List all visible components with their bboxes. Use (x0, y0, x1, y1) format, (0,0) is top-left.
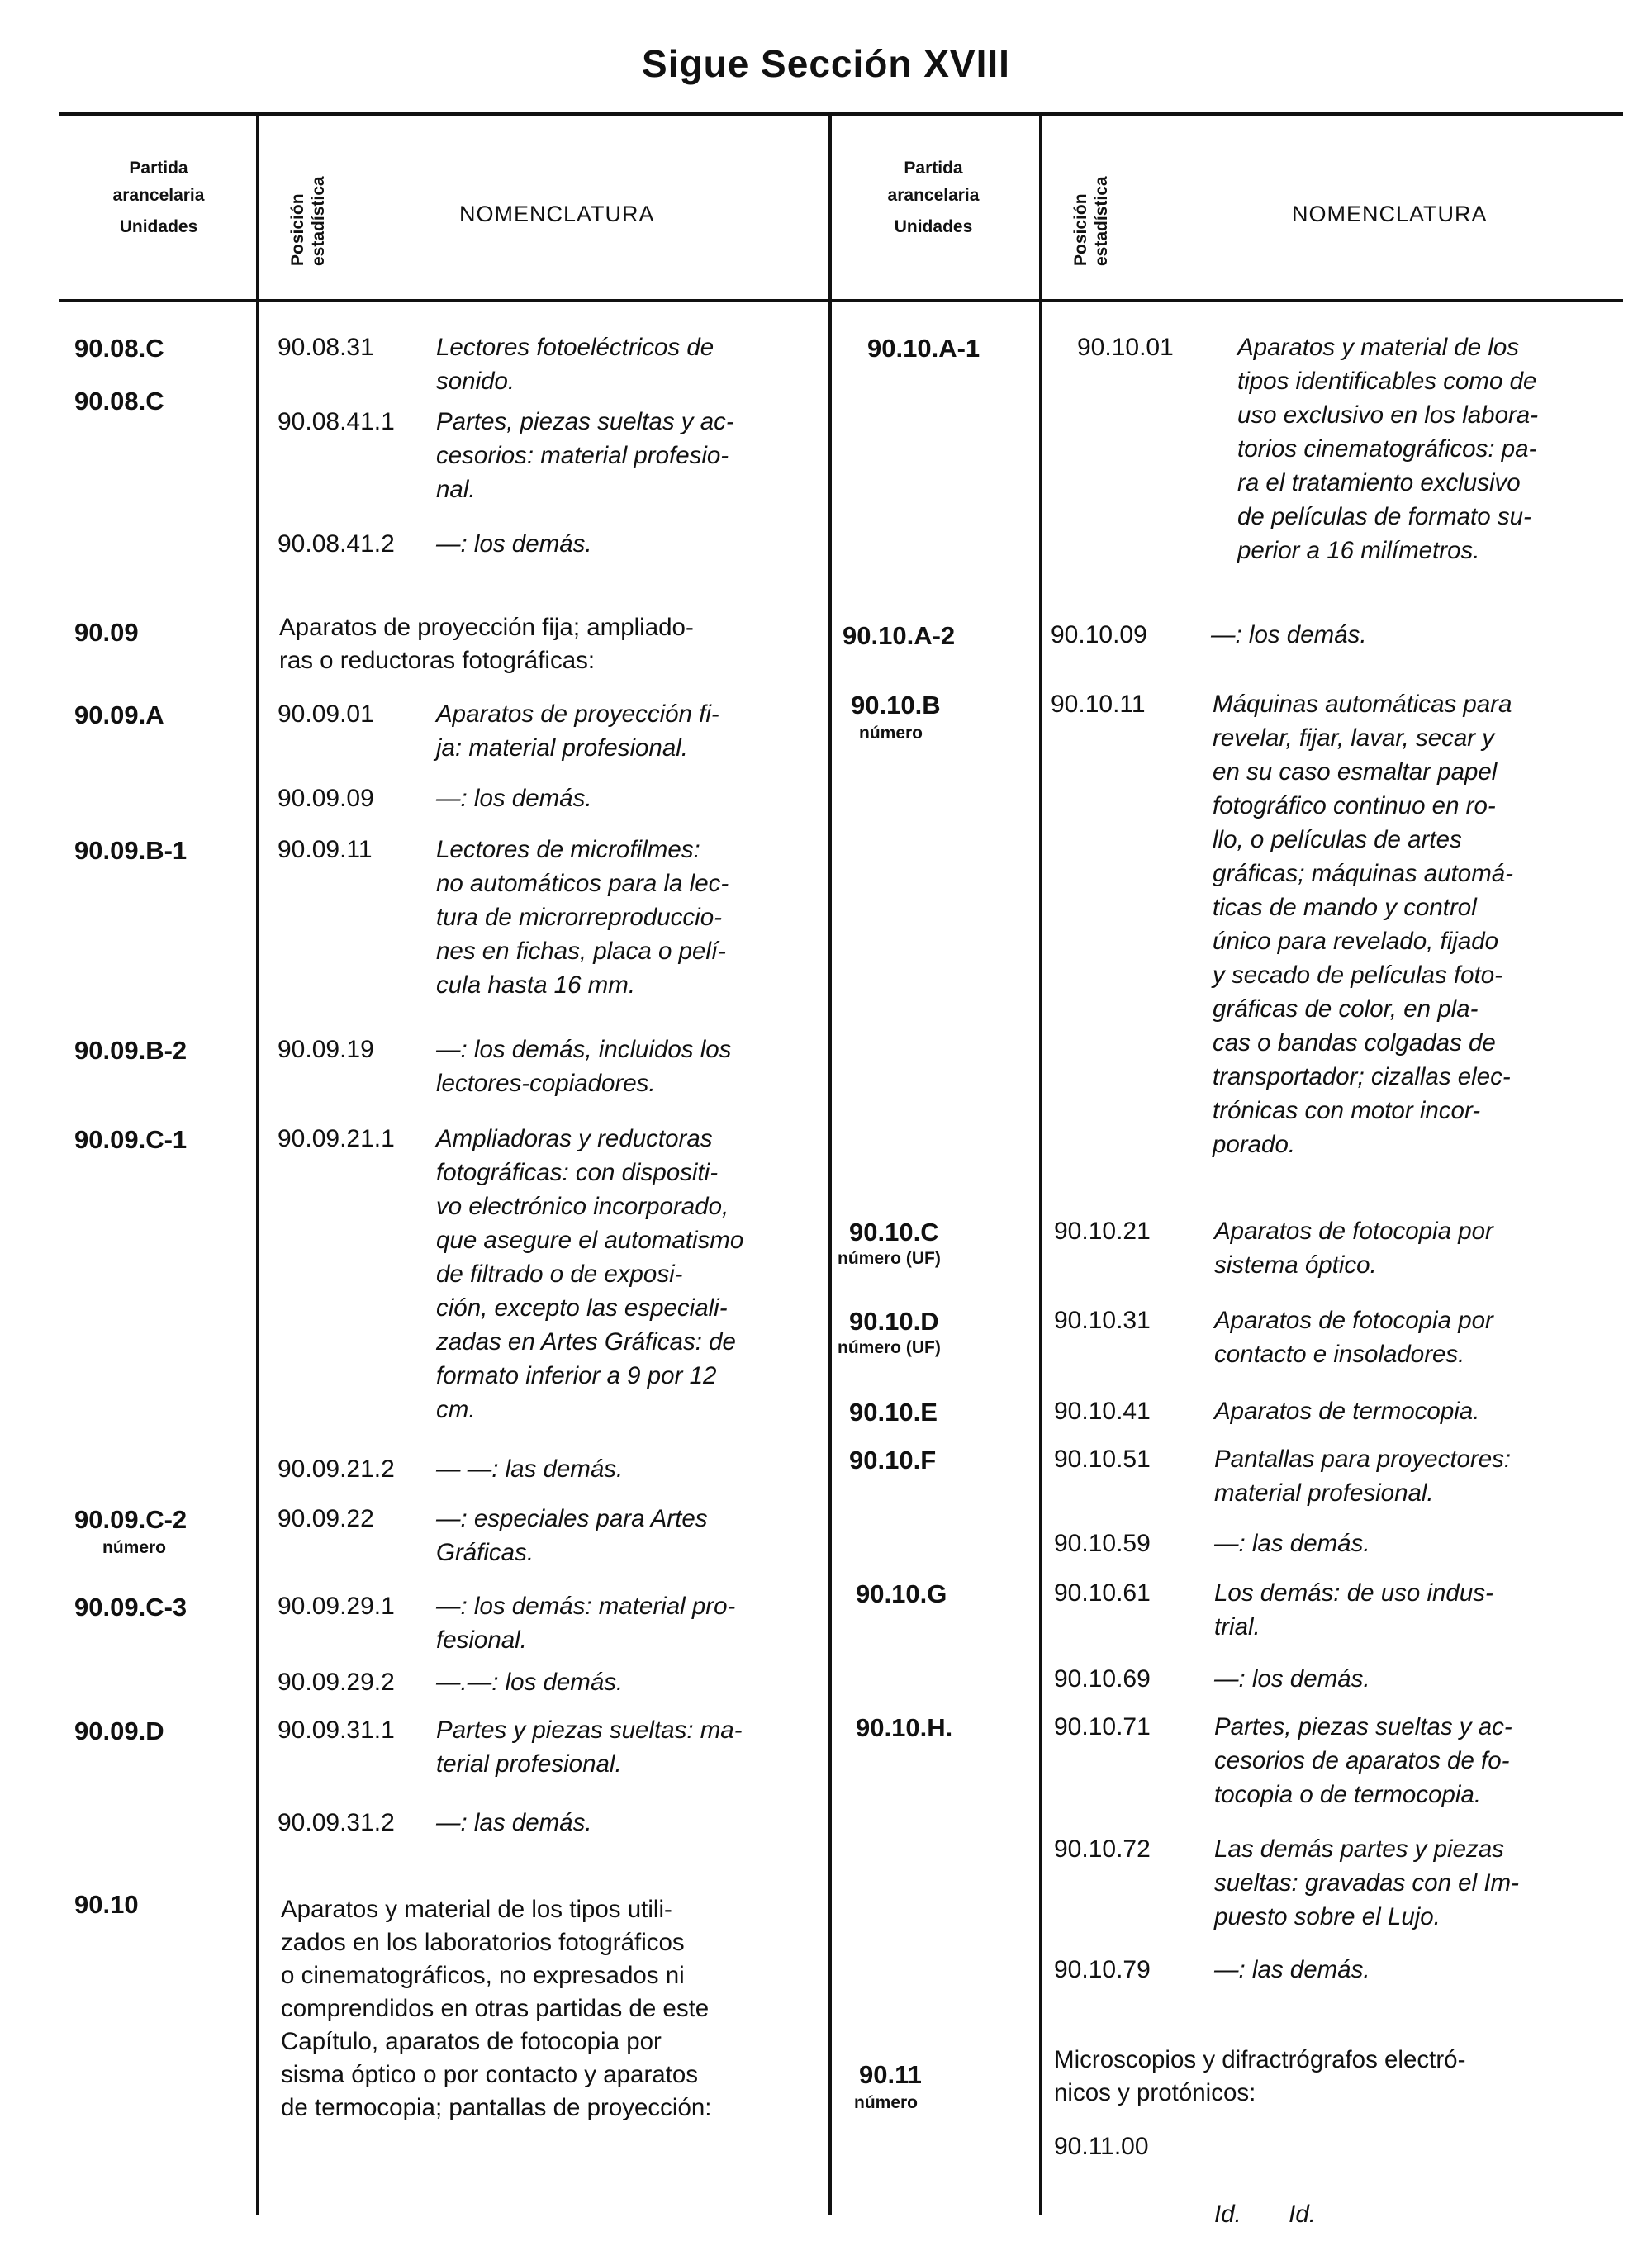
text-line: Aparatos de fotocopia por (1214, 1307, 1493, 1334)
text-line: —: las demás. (1214, 1956, 1370, 1983)
text-line: único para revelado, fijado (1213, 928, 1499, 955)
nomenclature-text (1214, 1662, 1619, 1696)
partida-unit: número (859, 724, 923, 743)
header-partida-right (843, 155, 1024, 241)
nomenclature-text (436, 697, 816, 765)
text-line: ras o reductoras fotográficas: (279, 647, 596, 674)
text-line: Las demás partes y piezas (1214, 1835, 1504, 1863)
position-code: 90.10.11 (1051, 691, 1146, 718)
position-code: 90.09.19 (278, 1036, 374, 1063)
partida-code: 90.09.C-2 (74, 1505, 188, 1534)
partida-code: 90.09.A (74, 700, 164, 729)
text-line: Id. Id. (1214, 2201, 1316, 2228)
text-line: sistema óptico. (1214, 1251, 1377, 1279)
partida-unit: número (UF) (838, 1338, 941, 1357)
header-nomenclatura-left: NOMENCLATURA (459, 202, 655, 226)
nomenclature-text (1214, 1303, 1619, 1371)
position-code: 90.10.01 (1077, 334, 1174, 361)
position-code: 90.10.61 (1054, 1579, 1151, 1607)
text-line: fesional. (436, 1626, 527, 1654)
text-line: tocopia o de termocopia. (1214, 1781, 1482, 1808)
text-line: cula hasta 16 mm. (436, 971, 636, 999)
text-line: —.—: los demás. (436, 1669, 624, 1696)
text-line: Partes, piezas sueltas y ac- (1214, 1713, 1512, 1740)
partida-code: 90.09.B-1 (74, 836, 188, 865)
text-line: —: las demás. (1214, 1530, 1370, 1557)
text-line: llo, o películas de artes (1213, 826, 1462, 853)
nomenclature-text (436, 527, 816, 561)
partida-unit: número (102, 1538, 167, 1557)
partida-code: 90.10.E (849, 1398, 938, 1427)
text-line: Capítulo, aparatos de fotocopia por (281, 2028, 662, 2055)
col-divider-right-1 (1039, 116, 1042, 2215)
nomenclature-text (436, 1033, 816, 1100)
text-line: tipos identificables como de (1237, 368, 1537, 395)
position-code: 90.09.11 (278, 836, 373, 863)
position-code: 90.10.69 (1054, 1665, 1151, 1693)
text-line: nicos y protónicos: (1054, 2079, 1256, 2106)
text-line: Gráficas. (436, 1539, 534, 1566)
text-line: nes en fichas, placa o pelí- (436, 938, 726, 965)
text-line: cesorios: material profesio- (436, 442, 729, 469)
nomenclature-heading (1054, 2044, 1632, 2110)
text-line: —: los demás, incluidos los (436, 1036, 732, 1063)
text-line: —: las demás. (436, 1809, 592, 1836)
partida-code: 90.11 (859, 2060, 922, 2089)
text-line: de filtrado o de exposi- (436, 1261, 683, 1288)
partida-code: 90.10.H. (856, 1713, 953, 1742)
partida-code: 90.09.C-3 (74, 1593, 188, 1622)
nomenclature-text (436, 781, 816, 815)
nomenclature-text (436, 405, 816, 506)
position-code: 90.09.22 (278, 1505, 374, 1532)
nomenclature-text (1214, 1710, 1619, 1812)
header-posicion-line2: estadística (309, 176, 329, 266)
partida-code: 90.10.B (851, 691, 941, 719)
col-divider-center (828, 116, 832, 2215)
partida-code: 90.08.C (74, 387, 164, 415)
text-line: contacto e insoladores. (1214, 1341, 1465, 1368)
nomenclature-text (1214, 1527, 1619, 1560)
table-top-rule (59, 112, 1623, 116)
text-line: transportador; cizallas elec- (1213, 1063, 1511, 1090)
text-line: Pantallas para proyectores: (1214, 1446, 1512, 1473)
text-line: Microscopios y difractrógrafos electró- (1054, 2046, 1466, 2073)
text-line: porado. (1213, 1131, 1296, 1158)
text-line: de películas de formato su- (1237, 503, 1531, 530)
text-line: —: los demás. (1211, 621, 1367, 648)
partida-unit: número (854, 2093, 919, 2112)
text-line: gráficas de color, en pla- (1213, 995, 1479, 1023)
position-code: 90.10.79 (1054, 1956, 1151, 1983)
partida-code: 90.10.D (849, 1307, 939, 1336)
text-line: torios cinematográficos: pa- (1237, 435, 1537, 463)
partida-unit: número (UF) (838, 1249, 941, 1268)
header-partida-line2: arancelaria (112, 185, 205, 205)
nomenclature-text (1214, 1214, 1619, 1282)
nomenclature-text (1214, 1576, 1619, 1644)
text-line: vo electrónico incorporado, (436, 1193, 729, 1220)
text-line: Partes, piezas sueltas y ac- (436, 408, 734, 435)
partida-code: 90.08.C (74, 334, 164, 363)
position-code: 90.10.31 (1054, 1307, 1151, 1334)
text-line: material profesional. (1214, 1479, 1434, 1507)
nomenclature-text (436, 1589, 816, 1657)
partida-code: 90.10.C (849, 1218, 939, 1246)
text-line: —: los demás. (1214, 1665, 1370, 1693)
partida-code: 90.09.B-2 (74, 1036, 188, 1065)
text-line: — —: las demás. (436, 1455, 624, 1483)
text-line: de termocopia; pantallas de proyección: (281, 2094, 712, 2121)
text-line: zados en los laboratorios fotográficos (281, 1929, 685, 1956)
text-line: Los demás: de uso indus- (1214, 1579, 1493, 1607)
partida-code: 90.09.D (74, 1717, 164, 1745)
position-code: 90.09.31.2 (278, 1809, 395, 1836)
text-line: sisma óptico o por contacto y aparatos (281, 2061, 699, 2088)
nomenclature-text (436, 1122, 816, 1427)
position-code: 90.10.41 (1054, 1398, 1151, 1425)
text-line: —: especiales para Artes (436, 1505, 708, 1532)
nomenclature-text (1214, 1394, 1619, 1428)
text-line: sueltas: gravadas con el Im- (1214, 1869, 1519, 1897)
header-nomenclatura-right: NOMENCLATURA (1292, 202, 1488, 226)
text-line: terial profesional. (436, 1750, 622, 1778)
text-line: nal. (436, 476, 476, 503)
partida-code: 90.09 (74, 618, 139, 647)
text-line: Aparatos y material de los tipos utili- (281, 1896, 672, 1923)
nomenclature-text (436, 1452, 816, 1486)
text-line: lectores-copiadores. (436, 1070, 656, 1097)
text-line: Partes y piezas sueltas: ma- (436, 1717, 743, 1744)
position-code: 90.09.29.1 (278, 1593, 395, 1620)
text-line: zadas en Artes Gráficas: de (436, 1328, 736, 1356)
text-line: tura de microrreproduccio- (436, 904, 722, 931)
header-partida-left (68, 155, 249, 241)
header-partida-line1: Partida (129, 159, 188, 178)
text-line: trónicas con motor incor- (1213, 1097, 1481, 1124)
nomenclature-text (436, 1502, 816, 1569)
text-line: Aparatos de proyección fi- (436, 700, 719, 728)
nomenclature-text (1237, 330, 1617, 567)
text-line: ticas de mando y control (1213, 894, 1477, 921)
text-line: revelar, fijar, lavar, secar y (1213, 724, 1495, 752)
nomenclature-text (1213, 687, 1617, 1161)
header-partida-line1: Partida (904, 159, 963, 178)
nomenclature-text (1211, 618, 1616, 652)
text-line: uso exclusivo en los labora- (1237, 401, 1539, 429)
text-line: no automáticos para la lec- (436, 870, 729, 897)
nomenclature-heading (279, 611, 824, 677)
text-line: formato inferior a 9 por 12 (436, 1362, 717, 1389)
text-line: Aparatos de fotocopia por (1214, 1218, 1493, 1245)
header-partida-line2: arancelaria (887, 185, 980, 205)
text-line: Aparatos y material de los (1237, 334, 1520, 361)
header-posicion-line2: estadística (1092, 176, 1112, 266)
position-code: 90.11.00 (1054, 2133, 1149, 2160)
nomenclature-text (436, 1806, 816, 1840)
nomenclature-text (436, 833, 816, 1002)
position-code: 90.10.51 (1054, 1446, 1151, 1473)
partida-code: 90.10.F (849, 1446, 937, 1474)
text-line: puesto sobre el Lujo. (1214, 1903, 1441, 1930)
position-code: 90.09.31.1 (278, 1717, 395, 1744)
header-posicion-right (1070, 176, 1112, 266)
text-line: cas o bandas colgadas de (1213, 1029, 1496, 1057)
header-bottom-rule (59, 299, 1623, 302)
position-code: 90.09.01 (278, 700, 374, 728)
text-line: Ampliadoras y reductoras (436, 1125, 713, 1152)
text-line: —: los demás. (436, 785, 592, 812)
nomenclature-text (1214, 1442, 1619, 1510)
col-divider-left-1 (256, 116, 259, 2215)
header-posicion-left (287, 176, 329, 266)
text-line: perior a 16 milímetros. (1237, 537, 1480, 564)
position-code: 90.10.09 (1051, 621, 1147, 648)
partida-code: 90.09.C-1 (74, 1125, 188, 1154)
position-code: 90.09.21.1 (278, 1125, 395, 1152)
position-code: 90.10.21 (1054, 1218, 1151, 1245)
nomenclature-text (436, 330, 816, 398)
partida-code: 90.10.A-2 (843, 621, 956, 650)
partida-code: 90.10 (74, 1890, 139, 1919)
page-title: Sigue Sección XVIII (642, 42, 1010, 85)
position-code: 90.09.29.2 (278, 1669, 395, 1696)
nomenclature-text (436, 1713, 816, 1781)
text-line: en su caso esmaltar papel (1213, 758, 1498, 786)
position-code: 90.08.41.1 (278, 408, 395, 435)
position-code: 90.10.71 (1054, 1713, 1151, 1740)
text-line: o cinematográficos, no expresados ni (281, 1962, 685, 1989)
text-line: —: los demás. (436, 530, 592, 558)
position-code: 90.08.31 (278, 334, 374, 361)
nomenclature-text (1214, 2130, 1619, 2265)
text-line: ción, excepto las especiali- (436, 1294, 728, 1322)
text-line: ja: material profesional. (436, 734, 688, 762)
text-line: ra el tratamiento exclusivo (1237, 469, 1521, 496)
text-line: fotográfico continuo en ro- (1213, 792, 1496, 819)
text-line: gráficas; máquinas automá- (1213, 860, 1514, 887)
text-line: cesorios de aparatos de fo- (1214, 1747, 1510, 1774)
text-line: Lectores de microfilmes: (436, 836, 700, 863)
header-partida-line3: Unidades (119, 217, 198, 237)
text-line: fotográficas: con dispositi- (436, 1159, 719, 1186)
nomenclature-text (436, 1665, 816, 1699)
text-line: y secado de películas foto- (1213, 962, 1502, 989)
text-line: Lectores fotoeléctricos de (436, 334, 714, 361)
text-line: —: los demás: material pro- (436, 1593, 736, 1620)
partida-code: 90.10.A-1 (867, 334, 980, 363)
header-posicion-line1: Posición (288, 193, 307, 266)
text-line: comprendidos en otras partidas de este (281, 1995, 710, 2022)
position-code: 90.09.09 (278, 785, 374, 812)
header-partida-line3: Unidades (894, 217, 973, 237)
text-line: Aparatos de proyección fija; ampliado- (279, 614, 694, 641)
position-code: 90.08.41.2 (278, 530, 395, 558)
nomenclature-text (1214, 1832, 1619, 1934)
text-line: trial. (1214, 1613, 1260, 1641)
text-line: Máquinas automáticas para (1213, 691, 1512, 718)
text-line: cm. (436, 1396, 476, 1423)
partida-code: 90.10.G (856, 1579, 947, 1608)
header-posicion-line1: Posición (1071, 193, 1090, 266)
nomenclature-heading (281, 1893, 826, 2125)
position-code: 90.10.72 (1054, 1835, 1151, 1863)
position-code: 90.09.21.2 (278, 1455, 395, 1483)
nomenclature-text (1214, 1953, 1619, 1987)
text-line: sonido. (436, 368, 515, 395)
position-code: 90.10.59 (1054, 1530, 1151, 1557)
text-line: Aparatos de termocopia. (1214, 1398, 1480, 1425)
text-line: que asegure el automatismo (436, 1227, 744, 1254)
